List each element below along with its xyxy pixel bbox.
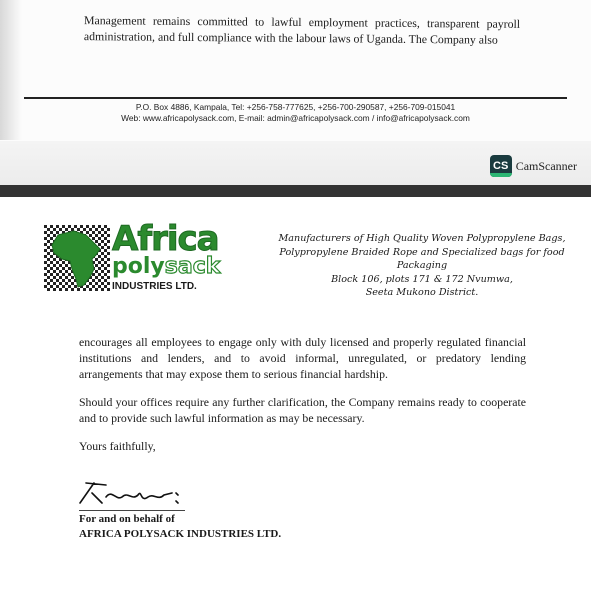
logo-text-poly: poly: [112, 254, 165, 279]
camscanner-icon: CS: [490, 155, 512, 177]
letter-footer: [24, 102, 567, 124]
scanned-page-2: [0, 197, 591, 612]
camscanner-watermark: [490, 155, 577, 177]
closing-salutation: Yours faithfully,: [79, 439, 156, 453]
mfr-line-4: Seeta Mukono District.: [365, 287, 479, 298]
camscanner-label: CamScanner: [515, 158, 577, 173]
paragraph-clarification: Should your offices require any further clarification, the Company remains ready to cooperate and to provide such lawful information as may be necessary.: [79, 395, 526, 425]
signature-line: [79, 510, 185, 511]
footer-address: P.O. Box 4886, Kampala, Tel: +256-758-777625, +256-700-290587, +256-709-015041: [135, 102, 456, 112]
signature: [76, 475, 188, 511]
page-separator: [0, 185, 591, 197]
sign-on-behalf: For and on behalf of: [79, 513, 175, 525]
company-logo: [44, 219, 221, 293]
logo-text-africa: Africa: [112, 219, 219, 259]
page-edge-shadow: [0, 0, 22, 140]
sign-company-name: AFRICA POLYSACK INDUSTRIES LTD.: [79, 528, 282, 540]
logo-text-polysack: [112, 254, 220, 279]
footer-divider: [24, 97, 567, 99]
logo-text-sack: sack: [164, 254, 221, 279]
footer-web: Web: www.africapolysack.com, E-mail: admin@africapolysack.com / info@africapolysack.com: [121, 113, 470, 123]
paragraph-encourages: encourages all employees to engage only with duly licensed and properly regulated financial institutions and lenders, and to avoid informal, unregulated, or predatory lending arrangements that may expose them to serious financial hardship.: [79, 335, 526, 381]
manufacturer-description: [272, 232, 572, 300]
mfr-line-2: Polypropylene Braided Rope and Specialized bags for food Packaging: [279, 246, 565, 271]
africa-map-icon: [44, 225, 110, 291]
mfr-line-1: Manufacturers of High Quality Woven Polypropylene Bags,: [278, 233, 566, 244]
paragraph-management: Management remains committed to lawful employment practices, transparent payroll administration, and full compliance with the labour laws of Uganda. The Company also: [83, 13, 521, 47]
scanned-page-1: [0, 0, 591, 185]
logo-text-industries: INDUSTRIES LTD.: [112, 281, 197, 292]
mfr-line-3: Block 106, plots 171 & 172 Nvumwa,: [331, 273, 513, 285]
